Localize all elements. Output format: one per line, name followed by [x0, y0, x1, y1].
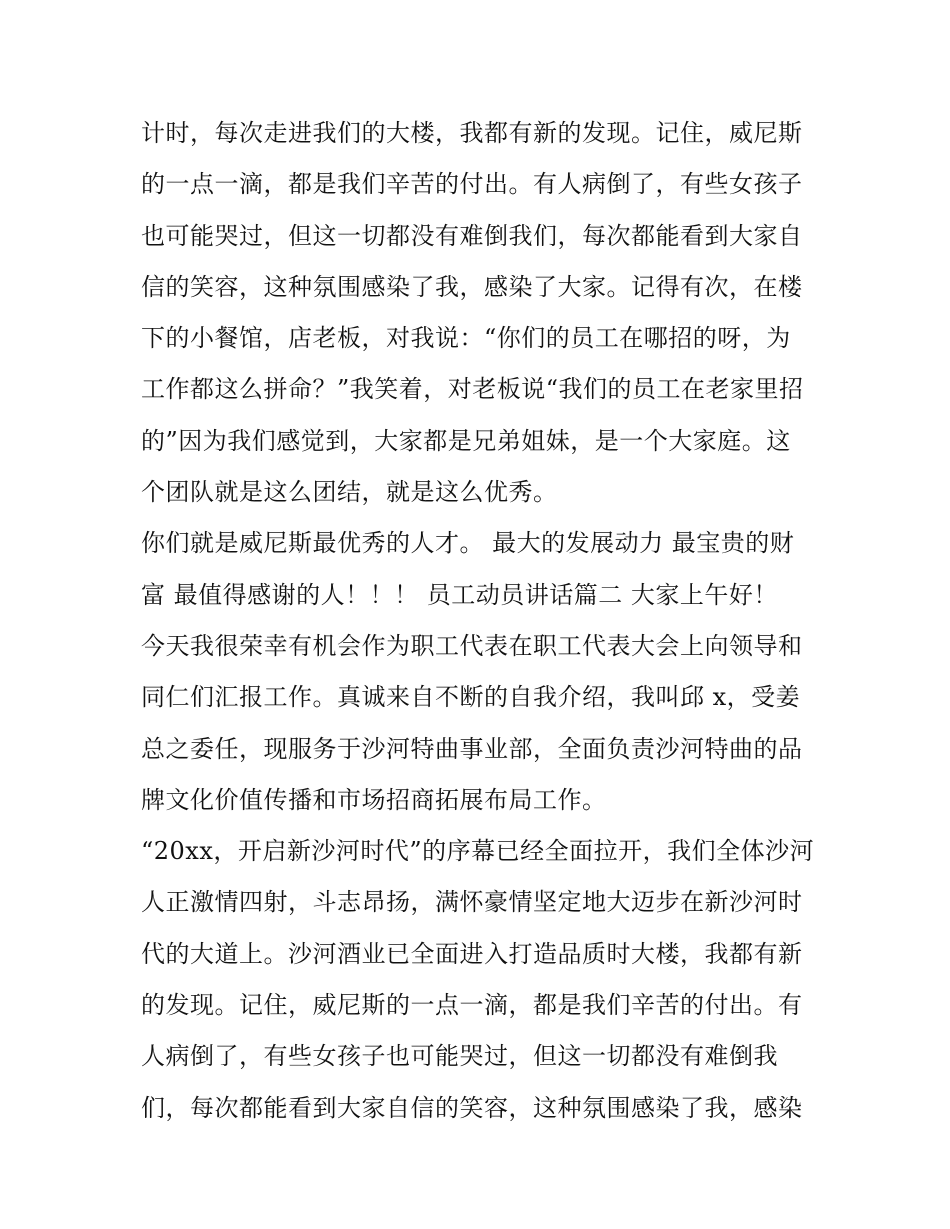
text-line: 人病倒了，有些女孩子也可能哭过，但这一切都没有难倒我: [141, 1042, 778, 1071]
text-line: 今天我很荣幸有机会作为职工代表在职工代表大会上向领导和: [141, 631, 803, 660]
text-line: 总之委任，现服务于沙河特曲事业部，全面负责沙河特曲的品: [141, 734, 803, 763]
text-line: 富 最值得感谢的人！！！ 员工动员讲话篇二 大家上午好！: [141, 580, 778, 609]
text-line: 代的大道上。沙河酒业已全面进入打造品质时大楼，我都有新: [141, 939, 803, 968]
text-line: 们，每次都能看到大家自信的笑容，这种氛围感染了我，感染: [141, 1093, 803, 1122]
text-line: 的一点一滴，都是我们辛苦的付出。有人病倒了，有些女孩子: [141, 170, 803, 199]
text-line: 个团队就是这么团结，就是这么优秀。: [141, 478, 558, 507]
text-line: 同仁们汇报工作。真诚来自不断的自我介绍，我叫邱 x，受姜: [141, 683, 801, 712]
body-text: [141, 108, 821, 1134]
text-line: 下的小餐馆，店老板，对我说：“你们的员工在哪招的呀，为: [141, 324, 791, 353]
text-line: 人正激情四射，斗志昂扬，满怀豪情坚定地大迈步在新沙河时: [141, 888, 803, 917]
text-line: 你们就是威尼斯最优秀的人才。 最大的发展动力 最宝贵的财: [141, 529, 795, 558]
text-line: 也可能哭过，但这一切都没有难倒我们，每次都能看到大家自: [141, 221, 803, 250]
text-line: 工作都这么拼命？”我笑着，对老板说“我们的员工在老家里招: [141, 375, 804, 404]
text-line: 牌文化价值传播和市场招商拓展布局工作。: [141, 785, 607, 814]
text-line: 的”因为我们感觉到，大家都是兄弟姐妹，是一个大家庭。这: [141, 426, 791, 455]
text-line: “20xx，开启新沙河时代”的序幕已经全面拉开，我们全体沙河: [141, 837, 815, 866]
text-line: 计时，每次走进我们的大楼，我都有新的发现。记住，威尼斯: [141, 119, 803, 147]
text-line: 信的笑容，这种氛围感染了我，感染了大家。记得有次，在楼: [141, 272, 803, 301]
text-line: 的发现。记住，威尼斯的一点一滴，都是我们辛苦的付出。有: [141, 991, 803, 1020]
